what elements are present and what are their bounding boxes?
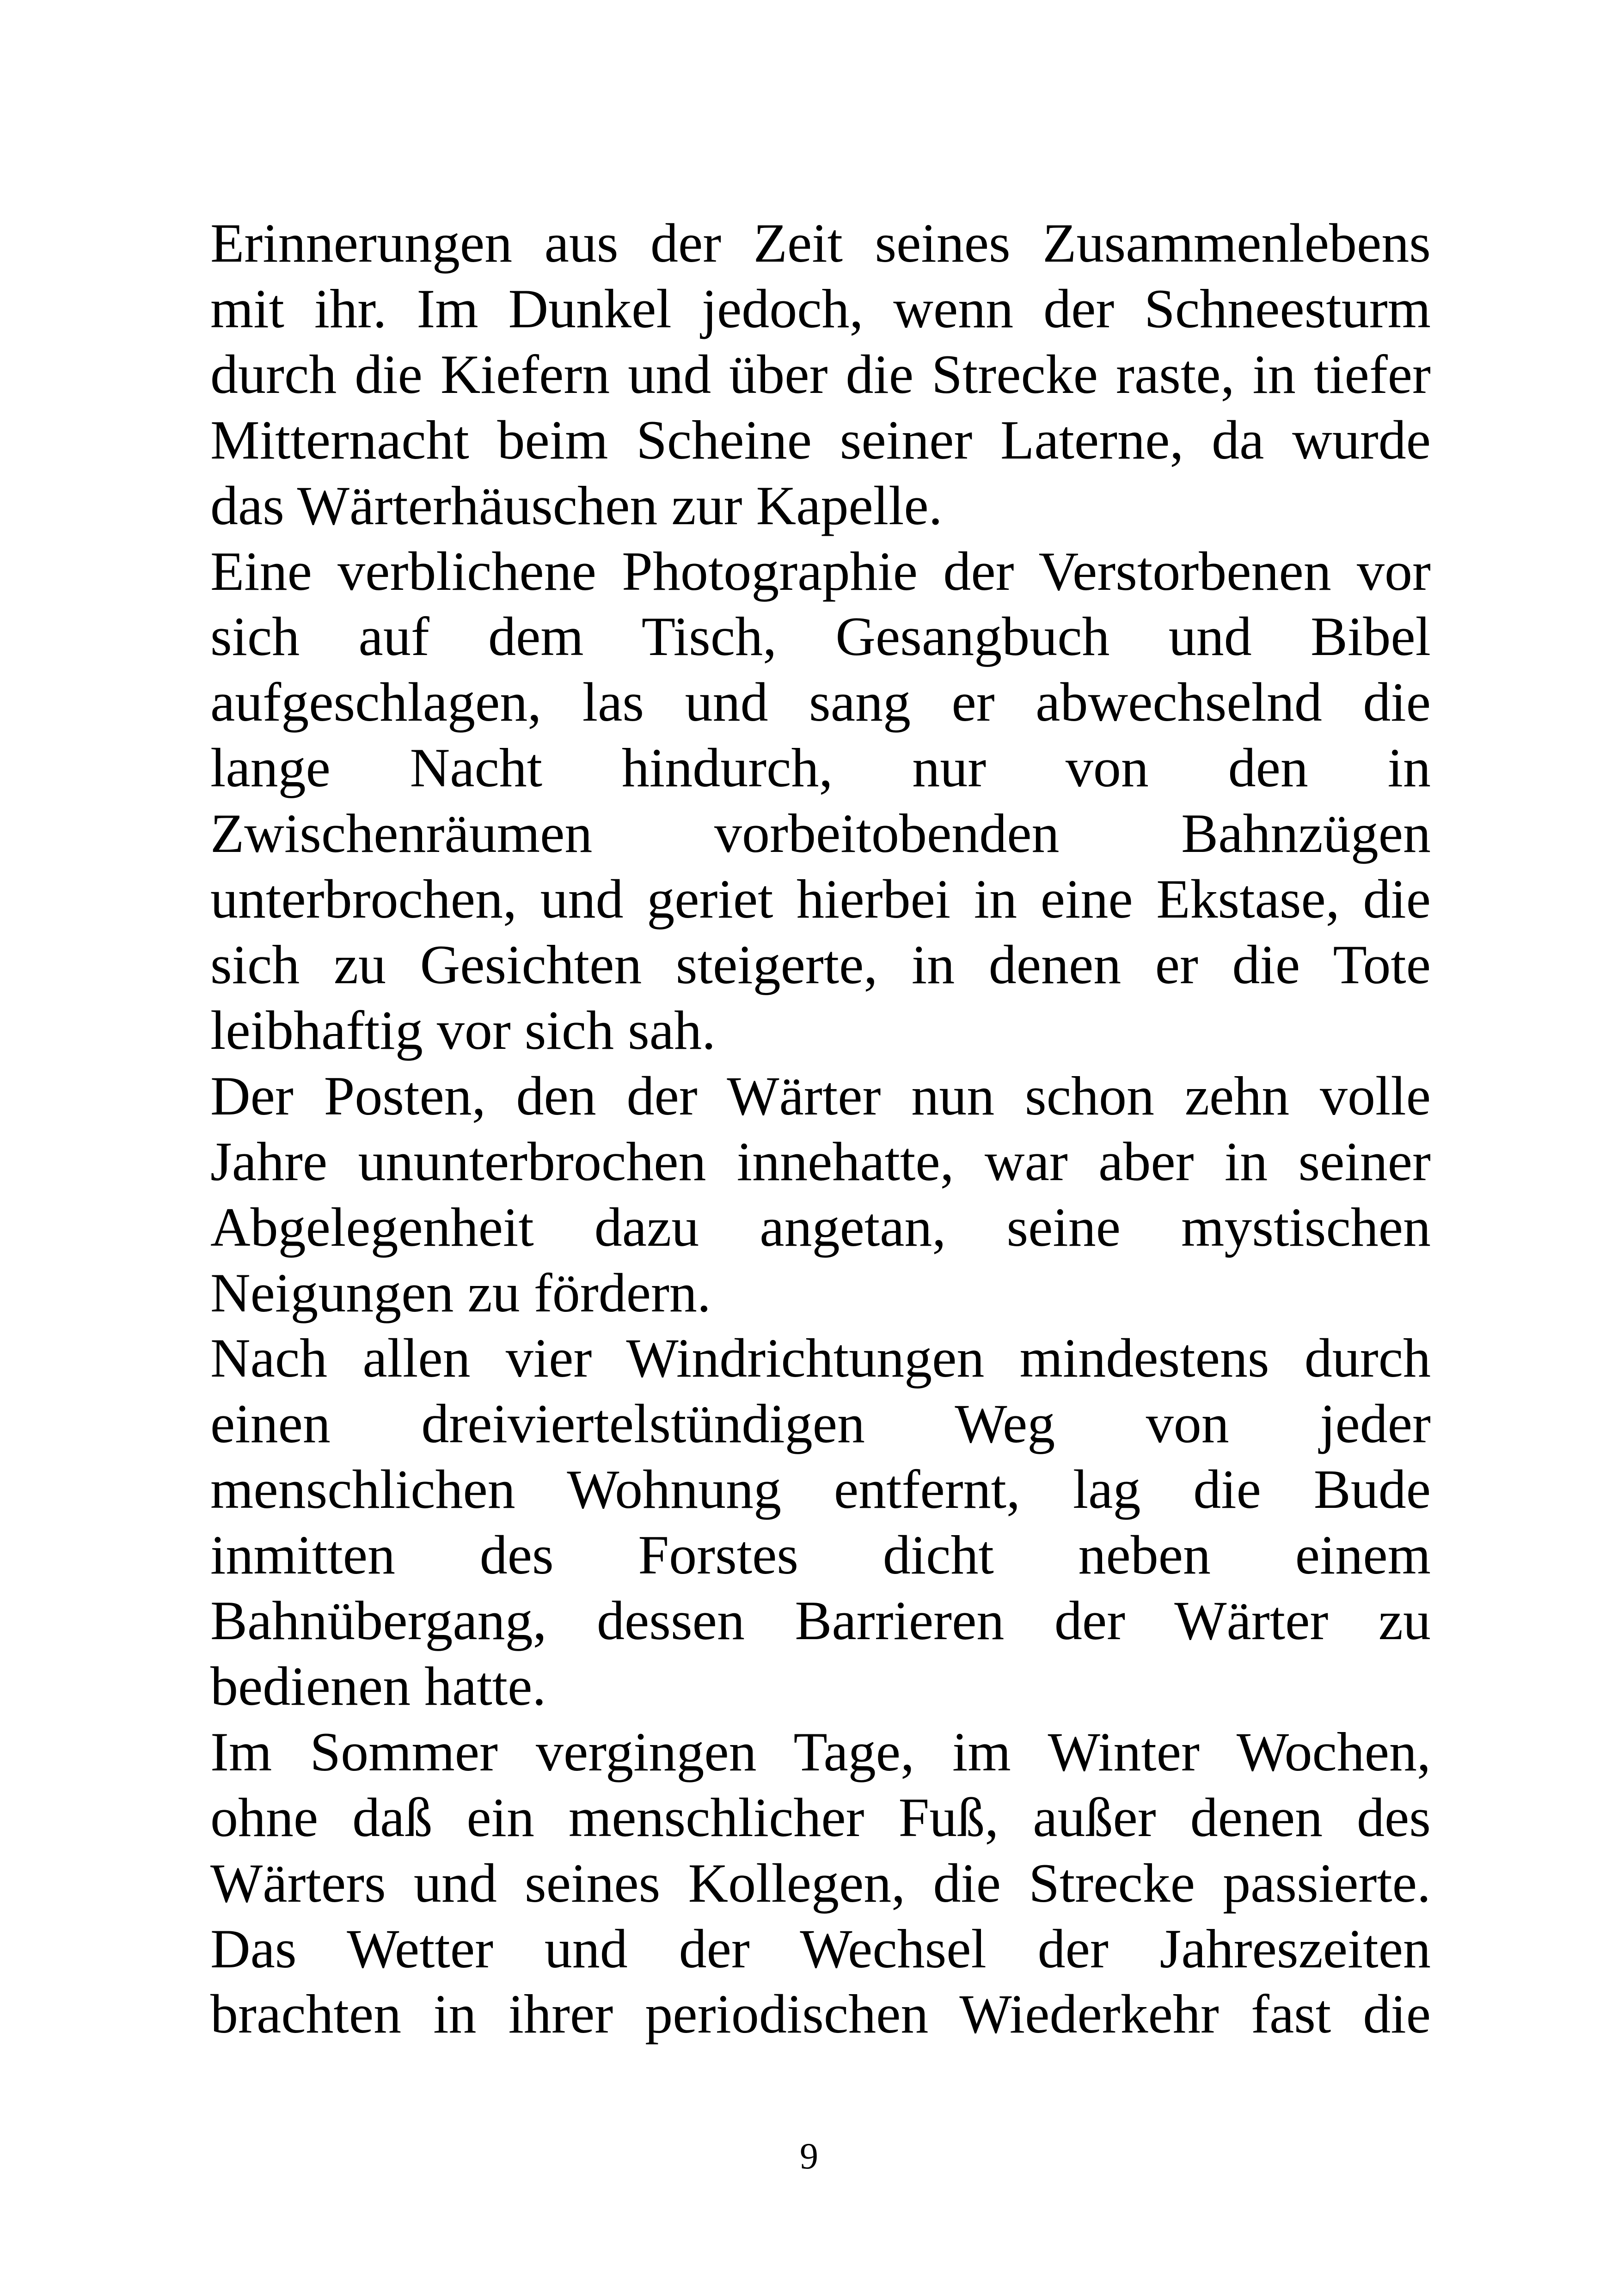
text-line: Mitternacht beim Scheine seiner Laterne, da wurde (210, 409, 1431, 471)
paragraph (210, 539, 1431, 1063)
text-line: brachten in ihrer periodischen Wiederkehr fast die (210, 1983, 1431, 2045)
body-text (210, 210, 1431, 2047)
text-line: unterbrochen, und geriet hierbei in eine Ekstase, die (210, 868, 1431, 930)
paragraph (210, 1063, 1431, 1326)
paragraph (210, 1719, 1431, 2047)
text-line: ohne daß ein menschlicher Fuß, außer denen des (210, 1786, 1431, 1848)
text-line: Wärters und seines Kollegen, die Strecke passierte. (210, 1852, 1431, 1914)
text-line: das Wärterhäuschen zur Kapelle. (210, 474, 943, 536)
text-line: sich zu Gesichten steigerte, in denen er die Tote (210, 933, 1431, 995)
text-line: lange Nacht hindurch, nur von den in (210, 737, 1431, 799)
text-line: sich auf dem Tisch, Gesangbuch und Bibel (210, 606, 1431, 667)
text-line: inmitten des Forstes dicht neben einem (210, 1524, 1431, 1586)
text-line: mit ihr. Im Dunkel jedoch, wenn der Schneesturm (210, 277, 1431, 339)
text-line: Jahre ununterbrochen innehatte, war aber in seiner (210, 1130, 1431, 1192)
text-line: Zwischenräumen vorbeitobenden Bahnzügen (210, 802, 1431, 864)
text-line: Im Sommer vergingen Tage, im Winter Wochen, (210, 1720, 1431, 1782)
text-line: leibhaftig vor sich sah. (210, 999, 716, 1061)
text-line: aufgeschlagen, las und sang er abwechselnd die (210, 671, 1431, 733)
text-line: Abgelegenheit dazu angetan, seine mystischen (210, 1196, 1431, 1258)
text-line: Erinnerungen aus der Zeit seines Zusammenlebens (210, 212, 1431, 274)
text-line: menschlichen Wohnung entfernt, lag die Bude (210, 1458, 1431, 1520)
paragraph (210, 1325, 1431, 1719)
paragraph (210, 210, 1431, 539)
text-line: einen dreiviertelstündigen Weg von jeder (210, 1393, 1431, 1455)
text-line: Das Wetter und der Wechsel der Jahreszeiten (210, 1917, 1431, 1979)
page-number: 9 (800, 2136, 818, 2177)
text-line: Eine verblichene Photographie der Verstorbenen vor (210, 540, 1431, 602)
text-line: Bahnübergang, dessen Barrieren der Wärter zu (210, 1590, 1431, 1652)
text-line: Nach allen vier Windrichtungen mindestens durch (210, 1327, 1431, 1389)
text-line: durch die Kiefern und über die Strecke raste, in tiefer (210, 343, 1431, 405)
text-line: Der Posten, den der Wärter nun schon zehn volle (210, 1065, 1431, 1127)
text-line: Neigungen zu fördern. (210, 1261, 711, 1323)
text-line: bedienen hatte. (210, 1655, 546, 1717)
